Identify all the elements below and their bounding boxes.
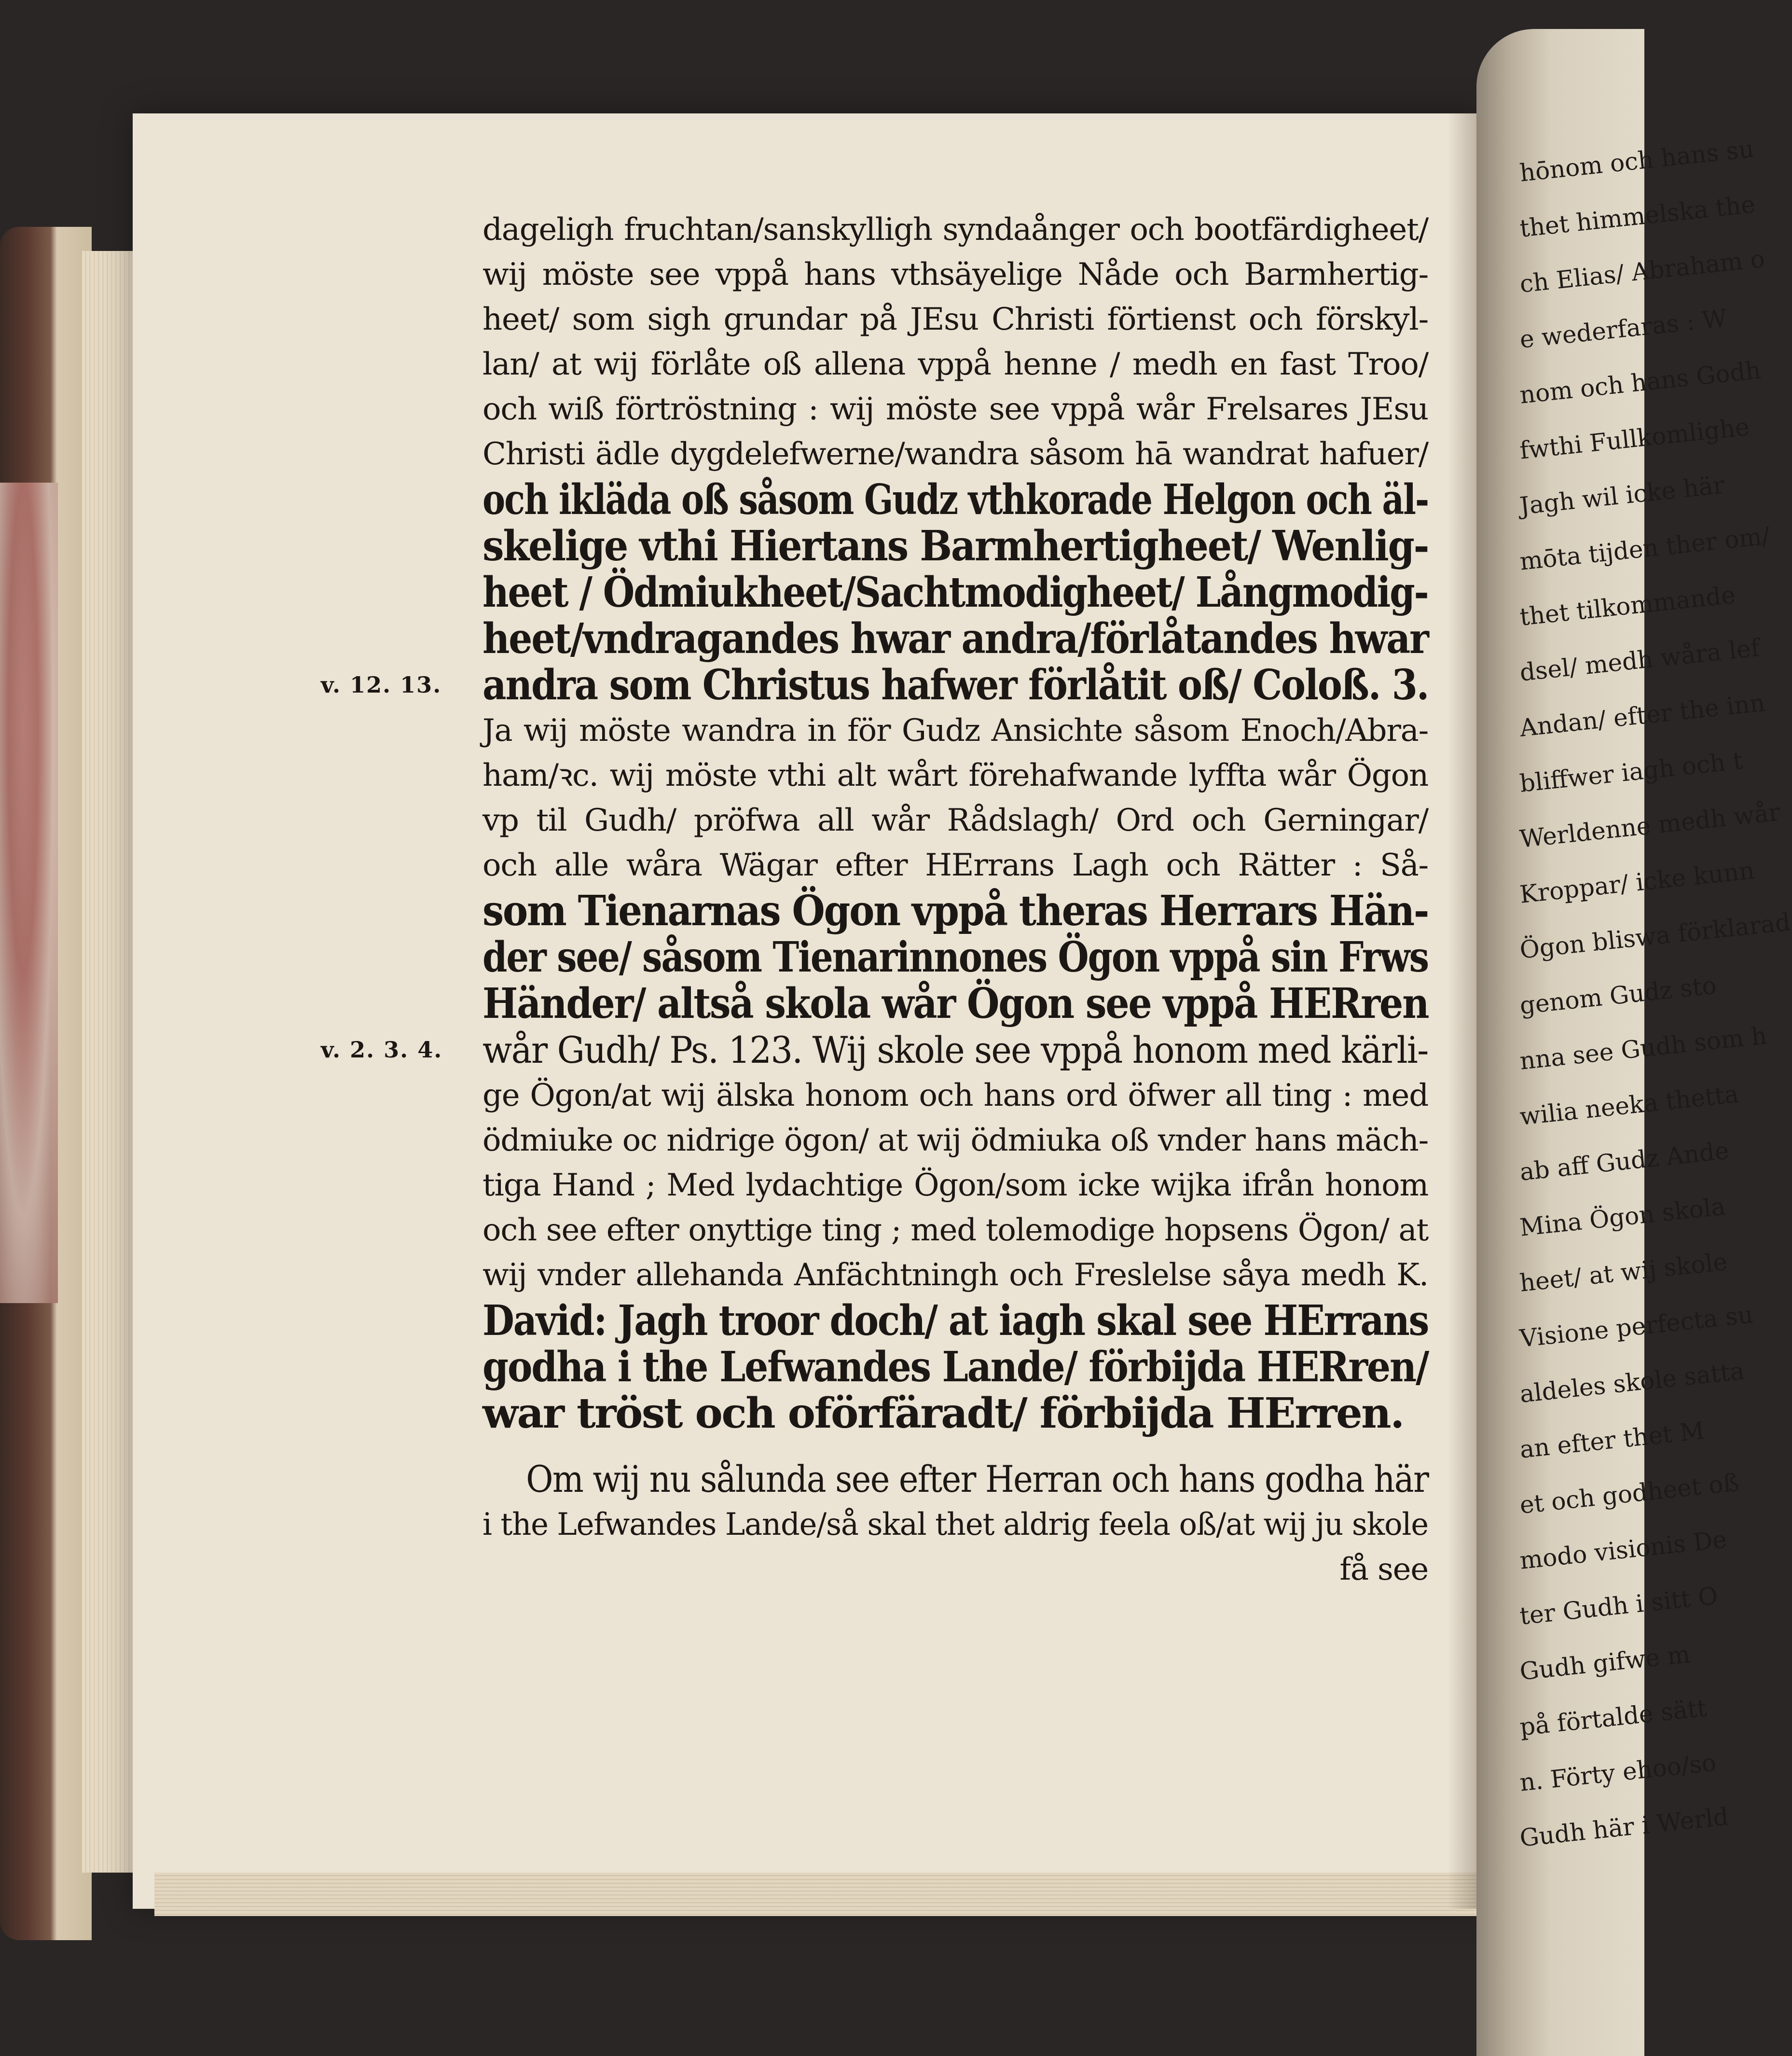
facing-page-line: genom Gudz sto — [1518, 971, 1718, 1020]
text-line: ge Ögon/at wij älska honom och hans ord öfwer all ting : med — [482, 1078, 1428, 1113]
facing-page-line: wilia neeka thetta — [1518, 1080, 1740, 1131]
facing-page-line: mōta tijden ther om/ — [1518, 521, 1771, 576]
facing-page-line: an efter thet M — [1518, 1416, 1706, 1464]
marbled-endpaper — [0, 483, 58, 1303]
text-line: Om wij nu sålunda see efter Herran och hans godha här — [526, 1458, 1429, 1500]
facing-page-line: ter Gudh i sitt O — [1518, 1582, 1720, 1630]
page-stack-edge — [154, 1873, 1486, 1916]
facing-page-line: thet himmelska the — [1518, 190, 1757, 243]
facing-page-line: hōnom och hans su — [1518, 135, 1756, 187]
text-line: wår Gudh/ Ps. 123. Wij skole see vppå honom med kärli- — [482, 1028, 1428, 1071]
text-line: godha i the Lefwandes Lande/ förbijda HERren/ — [482, 1343, 1428, 1391]
facing-page-line: Andan/ efter the inn — [1518, 688, 1767, 742]
text-line: få see — [1339, 1552, 1428, 1587]
text-line: som Tienarnas Ögon vppå theras Herrars Hän- — [482, 887, 1429, 935]
facing-page-line: nna see Gudh som h — [1518, 1021, 1768, 1075]
text-line: Händer/ altså skola wår Ögon see vppå HERren — [482, 979, 1429, 1028]
text-line: tiga Hand ; Med lydachtige Ögon/som icke wijka ifrån honom — [482, 1167, 1428, 1203]
text-line: ödmiuke oc nidrige ögon/ at wij ödmiuka oß vnder hans mäch- — [482, 1123, 1428, 1158]
facing-page-line: dsel/ medh wåra lef — [1518, 633, 1761, 687]
text-line: der see/ såsom Tienarinnones Ögon vppå sin Frws — [482, 933, 1428, 982]
text-line: i the Lefwandes Lande/så skal thet aldrig feela oß/at wij ju skole — [482, 1507, 1428, 1542]
page-body-text — [482, 208, 1428, 1592]
facing-page-line: et och godheet oß — [1518, 1468, 1741, 1519]
text-line: heet / Ödmiukheet/Sachtmodigheet/ Långmodig- — [482, 568, 1428, 617]
text-line: vp til Gudh/ pröfwa all wår Rådslagh/ Ord och Gerningar/ — [482, 803, 1428, 838]
text-line: och ikläda oß såsom Gudz vthkorade Helgon och äl- — [482, 475, 1429, 524]
facing-page-line: Gudh här i Werld — [1518, 1802, 1730, 1852]
margin-verse-reference: v. 12. 13. — [321, 672, 442, 698]
text-line: och see efter onyttige ting ; med tolemodige hopsens Ögon/ at — [482, 1212, 1428, 1248]
text-line: dageligh fruchtan/sanskylligh syndaånger och bootfärdigheet/ — [482, 212, 1428, 248]
facing-page-line: nom och hans Godh — [1518, 356, 1763, 409]
margin-verse-reference: v. 2. 3. 4. — [321, 1037, 443, 1063]
facing-page-line: ab aff Gudz Ande — [1518, 1136, 1730, 1186]
text-line: heet/vndragandes hwar andra/förlåtandes hwar — [482, 614, 1428, 663]
facing-page-line: thet tilkommande — [1518, 581, 1737, 631]
facing-page-line: Ögon bliswa förklarad — [1518, 908, 1792, 964]
facing-page-line: modo visionis De — [1518, 1525, 1728, 1575]
facing-page-line: bliffwer iagh och t — [1518, 746, 1744, 798]
facing-page-line: Gudh gifwe m — [1518, 1640, 1692, 1686]
left-page-edges — [82, 251, 140, 1873]
text-line: ham/ꝛc. wij möste vthi alt wårt förehafwande lyffta wår Ögon — [482, 758, 1428, 793]
facing-page-line: Visione perfecta su — [1518, 1300, 1755, 1353]
text-line: och alle wåra Wägar efter HErrans Lagh och Rätter : Så- — [482, 847, 1428, 883]
facing-page-line: e wederfaras : W — [1518, 304, 1728, 354]
facing-page-line: Mina Ögon skola — [1518, 1192, 1727, 1242]
text-line: David: Jagh troor doch/ at iagh skal see HErrans — [482, 1296, 1429, 1345]
text-line: heet/ som sigh grundar på JEsu Christi förtienst och förskyl- — [482, 302, 1428, 337]
facing-page-line: heet/ at wij skole — [1518, 1248, 1729, 1297]
facing-page-line: aldeles skole satta — [1518, 1357, 1746, 1408]
text-line: Ja wij möste wandra in för Gudz Ansichte såsom Enoch/Abra- — [482, 713, 1428, 749]
text-line: och wiß förtröstning : wij möste see vppå wår Frelsares JEsu — [482, 391, 1428, 427]
text-line: war tröst och oförfäradt/ förbijda HErren. — [482, 1389, 1404, 1438]
text-line: andra som Christus hafwer förlåtit oß/ Coloß. 3. — [482, 661, 1429, 709]
text-line: wij vnder allehanda Anfächtningh och Freslelse såya medh K. — [482, 1257, 1428, 1293]
text-line: lan/ at wij förlåte oß allena vppå henne / medh en fast Troo/ — [482, 347, 1428, 382]
text-line: skelige vthi Hiertans Barmhertigheet/ Wenlig- — [482, 522, 1429, 570]
facing-page-line: ch Elias/ Abraham o — [1518, 244, 1766, 298]
facing-page-line: på förtalde sätt — [1518, 1694, 1709, 1741]
facing-page — [1476, 29, 1792, 2056]
text-line: Christi ädle dygdelefwerne/wandra såsom hā wandrat hafuer/ — [482, 436, 1428, 472]
facing-page-line: fwthi Fullkomlighe — [1518, 413, 1751, 465]
facing-page-line: Werldenne medh wår — [1518, 798, 1781, 853]
facing-page-line: n. Förty ehoo/so — [1518, 1748, 1718, 1797]
facing-page-line: Kroppar/ icke kunn — [1518, 856, 1756, 909]
facing-page-line: Jagh wil icke här — [1518, 471, 1726, 520]
text-line: wij möste see vppå hans vthsäyelige Nåde och Barmhertig- — [482, 257, 1428, 292]
